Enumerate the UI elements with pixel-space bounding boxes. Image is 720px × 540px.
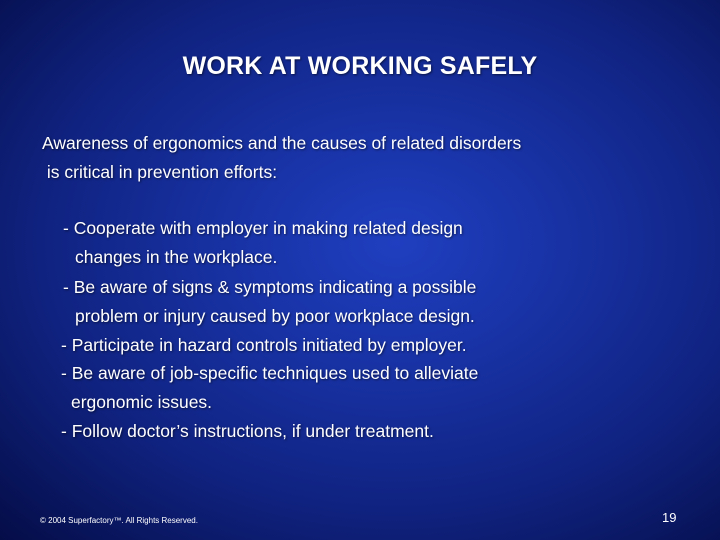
bullet-hazard-controls: - Participate in hazard controls initiated by employer. (61, 335, 467, 355)
bullet-doctor-instructions: - Follow doctor’s instructions, if under treatment. (61, 421, 434, 441)
bullet-cooperate-continued: changes in the workplace. (75, 247, 278, 267)
intro-line-2: is critical in prevention efforts: (42, 162, 278, 182)
page-number: 19 (662, 510, 677, 525)
bullet-signs-symptoms: - Be aware of signs & symptoms indicating a possible (63, 277, 477, 297)
intro-line-1: Awareness of ergonomics and the causes of related disorders (42, 133, 522, 153)
slide-title: WORK AT WORKING SAFELY (182, 52, 538, 80)
bullet-signs-symptoms-continued: problem or injury caused by poor workplace design. (75, 306, 475, 326)
bullet-job-techniques: - Be aware of job-specific techniques used to alleviate (61, 363, 479, 383)
bullet-cooperate: - Cooperate with employer in making related design (63, 218, 463, 238)
bullet-job-techniques-continued: ergonomic issues. (71, 392, 213, 412)
footer-copyright: © 2004 Superfactory™. All Rights Reserved. (40, 516, 198, 525)
